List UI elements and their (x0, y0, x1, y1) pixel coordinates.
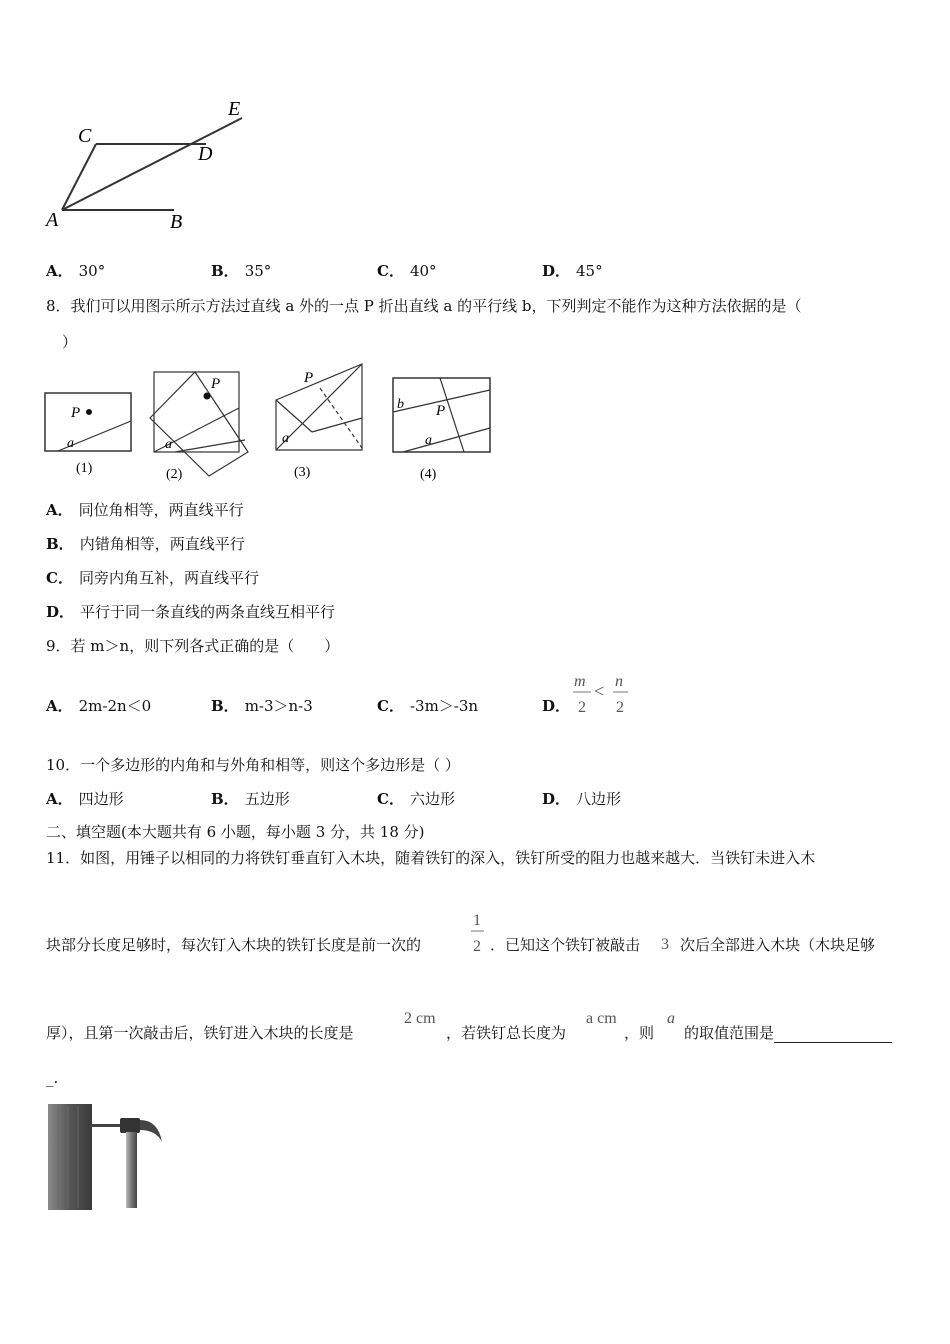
nail (90, 1124, 122, 1127)
q10-option-b[interactable]: B． 五边形 (211, 790, 290, 808)
q8-option-a[interactable]: A． 同位角相等，两直线平行 (46, 501, 244, 519)
q8-figure-1 (44, 390, 136, 480)
q11-line3-a: 厚），且第一次敲击后，铁钉进入木块的长度是 (46, 1024, 354, 1042)
q11-line4: _. (46, 1069, 59, 1087)
fig4-label-p: P (436, 403, 446, 419)
section2-heading: 二、填空题(本大题共有 6 小题，每小题 3 分，共 18 分) (46, 823, 425, 841)
q10-option-a[interactable]: A． 四边形 (46, 790, 124, 808)
q11-line2-c: 次后全部进入木块（木块足够 (680, 936, 876, 954)
q8-option-b[interactable]: B． 内错角相等，两直线平行 (46, 535, 245, 553)
rel-sign: < (594, 681, 605, 701)
q11-len1: 2 cm (404, 1010, 436, 1027)
q11-line3-b: ，若铁钉总长度为 (446, 1024, 567, 1042)
fig1-point-p (86, 409, 92, 415)
frac1-den: 2 (578, 699, 586, 716)
q9-option-d-math (570, 670, 632, 720)
fig3-label-p: P (304, 370, 314, 386)
q9-option-b[interactable]: B． m-3＞n-3 (211, 697, 313, 715)
q7-option-a[interactable]: A． 30° (46, 262, 106, 280)
q11-fraction-half (468, 907, 488, 957)
label-d: D (198, 143, 213, 165)
fig2-label-a: a (165, 437, 172, 452)
label-a: A (46, 209, 59, 231)
svg-text:1: 1 (473, 912, 481, 929)
label-c: C (78, 125, 92, 147)
q11-line1: 11．如图，用锤子以相同的力将铁钉垂直钉入木块，随着铁钉的深入，铁钉所受的阻力也越来越大．当铁钉未进入木 (46, 849, 816, 867)
label-e: E (228, 98, 241, 120)
q8-stem-line2: ） (62, 333, 78, 351)
q9-option-d[interactable]: D． (542, 697, 571, 715)
q11-len-total: a cm (586, 1010, 617, 1027)
fig3-caption: (3) (294, 465, 311, 480)
q7-option-d[interactable]: D． 45° (542, 262, 603, 280)
q9-option-c[interactable]: C． -3m＞-3n (377, 697, 479, 715)
hammer-claw (140, 1120, 162, 1142)
q9-stem: 9．若 m＞n，则下列各式正确的是（ ） (46, 637, 340, 655)
q7-option-b[interactable]: B． 35° (211, 262, 272, 280)
q11-hits: 3 (661, 936, 669, 953)
q7-option-c[interactable]: C． 40° (377, 262, 437, 280)
q10-stem: 10．一个多边形的内角和与外角和相等，则这个多边形是（ ） (46, 756, 460, 774)
q8-figure-4 (390, 375, 495, 485)
q11-line3-d: 的取值范围是 (684, 1023, 892, 1043)
q8-figure-2 (145, 368, 250, 483)
fig1-caption: (1) (76, 461, 93, 476)
fig3-label-a: a (282, 431, 289, 446)
q10-option-d[interactable]: D． 八边形 (542, 790, 622, 808)
svg-text:2: 2 (473, 938, 481, 955)
q11-hammer-illustration (46, 1102, 171, 1214)
fig2-label-p: P (211, 376, 221, 392)
q8-stem-line1: 8．我们可以用图示所示方法过直线 a 外的一点 P 折出直线 a 的平行线 b，下列判定不能作为这种方法依据的是（ (46, 297, 802, 315)
fig2-point-p (204, 393, 211, 400)
fig1-label-p: P (71, 405, 81, 421)
frac1-num: m (574, 673, 586, 690)
hammer-handle (126, 1132, 137, 1208)
q10-option-c[interactable]: C． 六边形 (377, 790, 455, 808)
fig4-caption: (4) (420, 467, 437, 482)
hammer-head (120, 1118, 140, 1133)
q8-figure-3 (272, 360, 367, 482)
wood-block (48, 1104, 92, 1210)
fig1-label-a: a (67, 436, 74, 451)
q11-var-a: a (667, 1010, 675, 1027)
frac2-num: n (615, 673, 623, 690)
label-b: B (170, 211, 183, 233)
q9-option-a[interactable]: A． 2m-2n＜0 (46, 697, 152, 715)
q11-answer-blank[interactable] (774, 1026, 892, 1043)
q8-option-c[interactable]: C． 同旁内角互补，两直线平行 (46, 569, 259, 587)
line-ca (62, 144, 96, 210)
q7-parallelogram-figure (40, 90, 260, 235)
frac2-den: 2 (616, 699, 624, 716)
q11-line2-b: ．已知这个铁钉被敲击 (490, 936, 641, 954)
q11-line3-c: ，则 (624, 1024, 655, 1042)
q8-option-d[interactable]: D． 平行于同一条直线的两条直线互相平行 (46, 603, 336, 621)
fig4-label-b: b (397, 397, 404, 412)
fig2-caption: (2) (166, 467, 183, 482)
q11-line2-a: 块部分长度足够时，每次钉入木块的铁钉长度是前一次的 (46, 936, 422, 954)
fig4-label-a: a (425, 433, 432, 448)
